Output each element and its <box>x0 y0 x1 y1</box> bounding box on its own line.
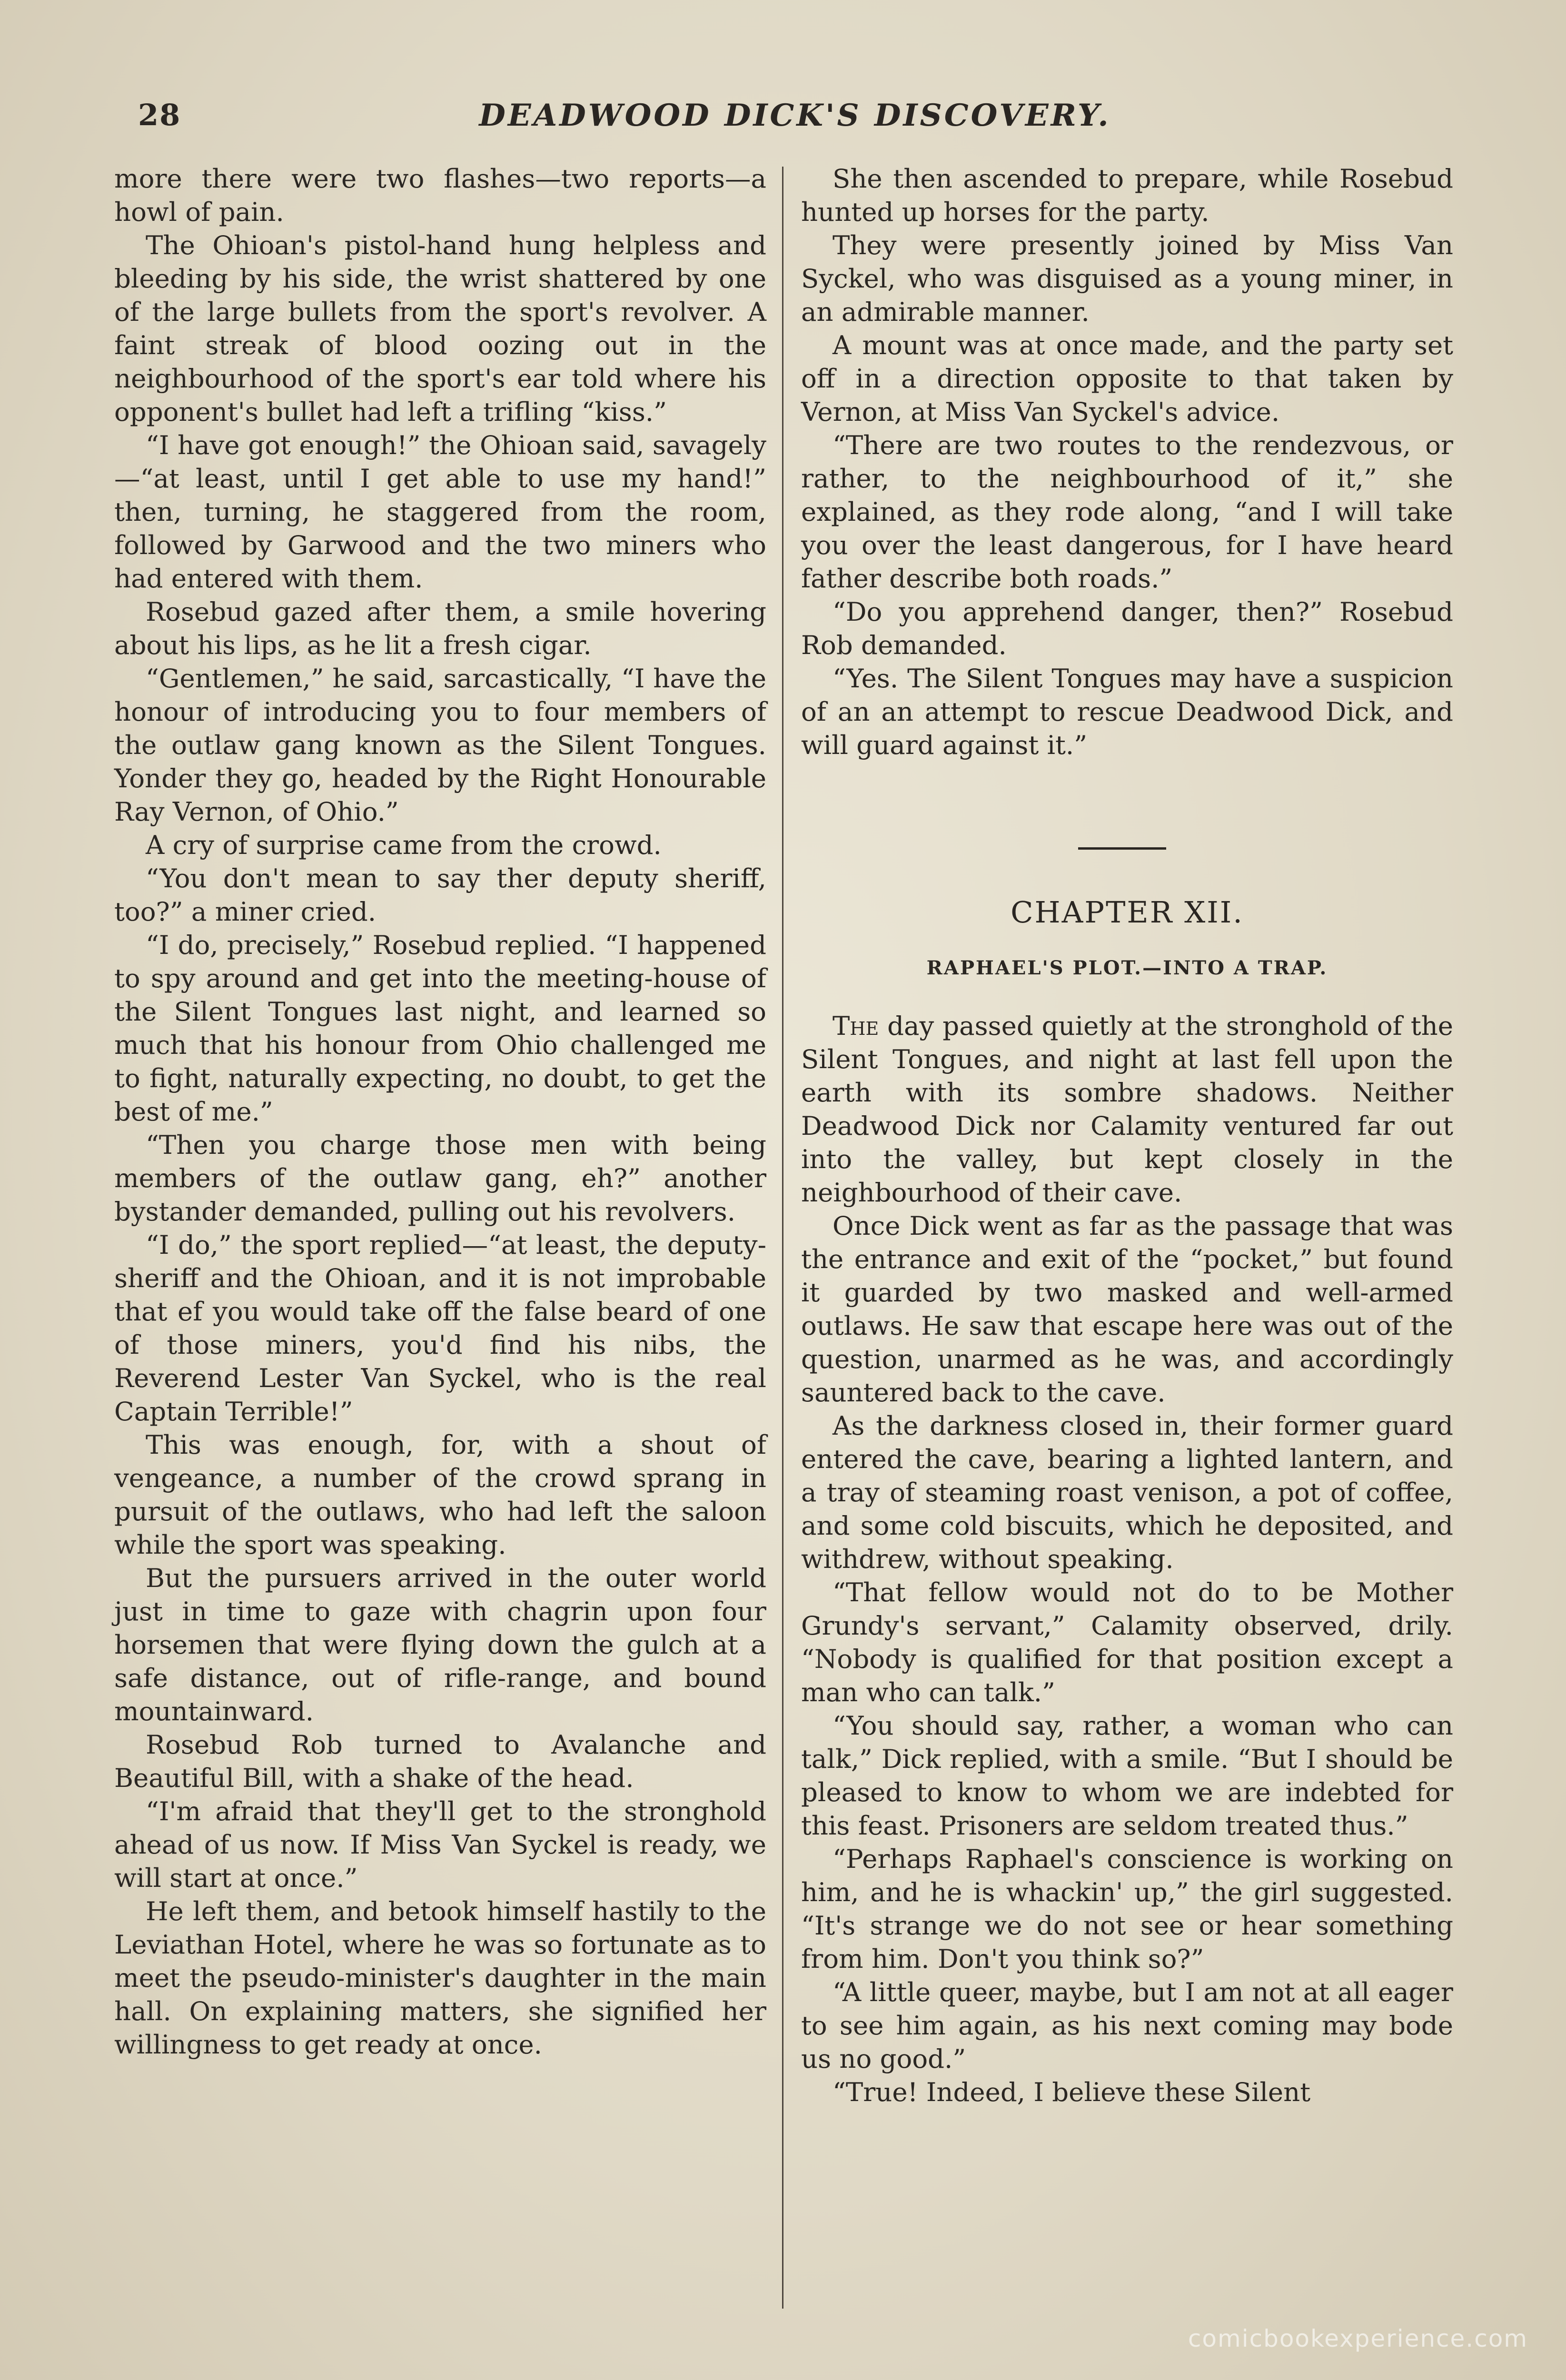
paragraph: “I'm afraid that they'll get to the stronghold ahead of us now. If Miss Van Syckel is ready, we will start at once.” <box>114 1796 766 1893</box>
chapter-divider-rule <box>1078 847 1166 850</box>
paragraph: Rosebud gazed after them, a smile hovering about his lips, as he lit a fresh cigar. <box>114 596 766 660</box>
paragraph: “You should say, rather, a woman who can talk,” Dick replied, with a smile. “But I should be pleased to know to whom we are indebted for this feast. Prisoners are seldom treated thus.” <box>801 1710 1453 1841</box>
chapter-opening-paragraph <box>801 1009 1453 1209</box>
paragraph: Once Dick went as far as the passage that was the entrance and exit of the “pocket,” but found it guarded by two masked and well-armed outlaws. He saw that escape here was out of the question, unarmed as he was, and accordingly sauntered back to the cave. <box>801 1210 1453 1408</box>
paragraph: “True! Indeed, I believe these Silent <box>833 2077 1311 2107</box>
paragraph: “Perhaps Raphael's conscience is working on him, and he is whackin' up,” the girl suggested. “It's strange we do not see or hear something from him. Don't you think so?” <box>801 1844 1453 1974</box>
chapter-heading: CHAPTER XII. <box>1011 895 1244 930</box>
paragraph: “There are two routes to the rendezvous, or rather, to the neighbourhood of it,” she explained, as they rode along, “and I will take you over the least dangerous, for I have heard father describe both roads.” <box>801 430 1453 594</box>
paragraph: more there were two flashes—two reports—a howl of pain. <box>114 163 766 227</box>
paragraph: A cry of surprise came from the crowd. <box>146 830 662 860</box>
opening-text: day passed quietly at the stronghold of the Silent Tongues, and night at last fell upon the earth with its sombre shadows. Neither Deadwood Dick nor Calamity ventured far out into the valley, but kept closely in the neighbourhood of their cave. <box>801 1011 1453 1208</box>
paragraph: “I do, precisely,” Rosebud replied. “I happened to spy around and get into the meeting-house of the Silent Tongues last night, and learned so much that his honour from Ohio challenged me to fight, naturally expecting, no doubt, to get the best of me.” <box>114 930 766 1127</box>
paragraph: “Then you charge those men with being members of the outlaw gang, eh?” another bystander demanded, pulling out his revolvers. <box>114 1130 766 1227</box>
left-column <box>114 162 766 2061</box>
paragraph: “Yes. The Silent Tongues may have a suspicion of an an attempt to rescue Deadwood Dick, and will guard against it.” <box>801 663 1453 760</box>
paragraph: A mount was at once made, and the party set off in a direction opposite to that taken by Vernon, at Miss Van Syckel's advice. <box>801 330 1453 427</box>
paragraph: “A little queer, maybe, but I am not at all eager to see him again, as his next coming may bode us no good.” <box>801 1977 1453 2074</box>
paragraph: “I have got enough!” the Ohioan said, savagely—“at least, until I get able to use my hand!” then, turning, he staggered from the room, followed by Garwood and the two miners who had entered with them. <box>114 430 766 594</box>
paragraph: Rosebud Rob turned to Avalanche and Beautiful Bill, with a shake of the head. <box>114 1729 766 1793</box>
paragraph: But the pursuers arrived in the outer world just in time to gaze with chagrin upon four horsemen that were flying down the gulch at a safe distance, out of rifle-range, and bound mountainward. <box>114 1563 766 1726</box>
paragraph: As the darkness closed in, their former guard entered the cave, bearing a lighted lantern, and a tray of steaming roast venison, a pot of coffee, and some cold biscuits, which he deposited, and withdrew, without speaking. <box>801 1410 1453 1574</box>
column-divider <box>782 167 783 2309</box>
page-header <box>124 98 1466 140</box>
paragraph: The Ohioan's pistol-hand hung helpless and bleeding by his side, the wrist shattered by one of the large bullets from the sport's revolver. A faint streak of blood oozing out in the neighbourhood of the sport's ear told where his opponent's bullet had left a trifling “kiss.” <box>114 230 766 427</box>
paragraph: “You don't mean to say ther deputy sheriff, too?” a miner cried. <box>114 863 766 927</box>
paragraph: “That fellow would not do to be Mother Grundy's servant,” Calamity observed, drily. “Nobody is qualified for that position except a man who can talk.” <box>801 1577 1453 1707</box>
paragraph: She then ascended to prepare, while Rosebud hunted up horses for the party. <box>801 163 1453 227</box>
paragraph: “Do you apprehend danger, then?” Rosebud Rob demanded. <box>801 596 1453 660</box>
opening-word: The <box>833 1011 879 1041</box>
page-number: 28 <box>138 98 181 132</box>
right-column-top <box>801 162 1453 762</box>
chapter-subtitle: RAPHAEL'S PLOT.—INTO A TRAP. <box>926 957 1328 979</box>
paragraph: This was enough, for, with a shout of vengeance, a number of the crowd sprang in pursuit of the outlaws, who had left the saloon while the sport was speaking. <box>114 1429 766 1560</box>
paragraph: He left them, and betook himself hastily to the Leviathan Hotel, where he was so fortunate as to meet the pseudo-minister's daughter in the main hall. On explaining matters, she signified her willingness to get ready at once. <box>114 1896 766 2060</box>
paragraph: “I do,” the sport replied—“at least, the deputy-sheriff and the Ohioan, and it is not improbable that ef you would take off the false beard of one of those miners, you'd find his nibs, the Reverend Lester Van Syckel, who is the real Captain Terrible!” <box>114 1230 766 1427</box>
running-title: DEADWOOD DICK'S DISCOVERY. <box>479 98 1111 133</box>
watermark: comicbookexperience.com <box>1188 2325 1528 2352</box>
paragraph: They were presently joined by Miss Van Syckel, who was disguised as a young miner, in an admirable manner. <box>801 230 1453 327</box>
paragraph: “Gentlemen,” he said, sarcastically, “I have the honour of introducing you to four members of the outlaw gang known as the Silent Tongues. Yonder they go, headed by the Right Honourable Ray Vernon, of Ohio.” <box>114 663 766 827</box>
right-column-chapter-text <box>801 1009 1453 2109</box>
